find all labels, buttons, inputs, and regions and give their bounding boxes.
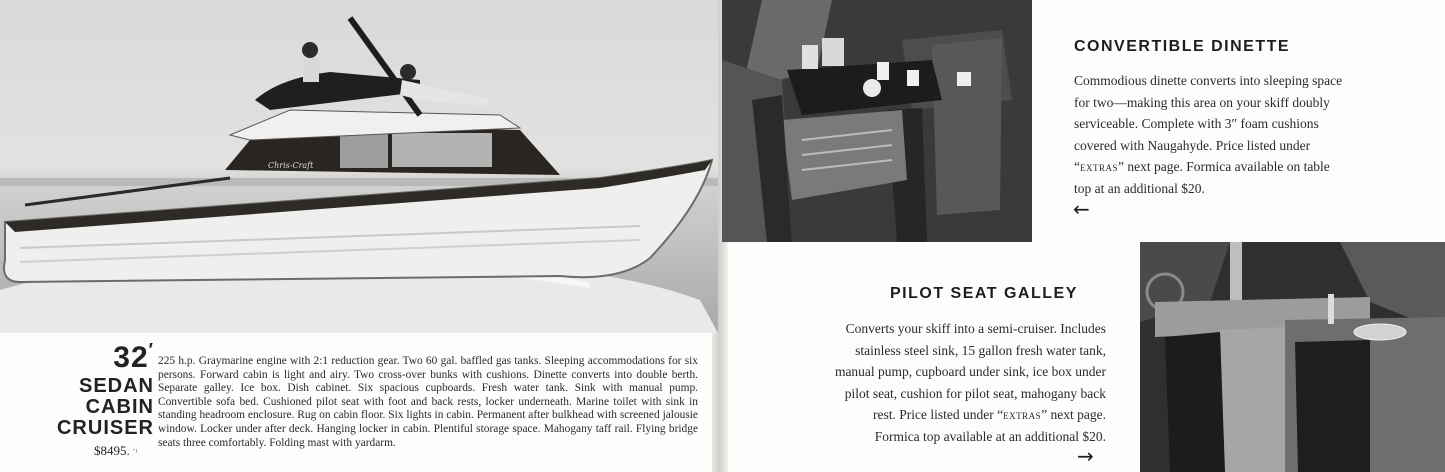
price <box>94 443 138 459</box>
arrow-right-icon: → <box>1077 444 1094 468</box>
dinette-extras: extras <box>1080 159 1119 174</box>
galley-sink <box>1354 324 1406 340</box>
galley-cupboard <box>1295 340 1370 472</box>
dinette-heading: CONVERTIBLE DINETTE <box>1074 38 1291 55</box>
model-number-value: 32 <box>113 341 149 374</box>
galley-text-1: Converts your skiff into a semi-cruiser. Includes stainless steel sink, 15 gallon fresh water tank, manual pump, cupboard under sink, ice box under pilot seat, cushion for pilot seat, mahogany back rest. Price listed under “ <box>834 321 1106 422</box>
arrow-left-icon: ← <box>1073 197 1090 221</box>
dinette-text-1: Commodious dinette converts into sleeping space for two—making this area on your skiff doubly serviceable. Complete with 3″ foam cushions covered with Naugahyde. Price listed under “ <box>1074 73 1343 174</box>
dinette-text-2: ” next page. Formica available on table top at an additional $20. <box>1074 159 1330 196</box>
dinette-photo <box>722 0 1032 242</box>
passenger-2 <box>400 64 416 80</box>
dinette-description <box>1074 70 1344 199</box>
boat-illustration <box>0 0 718 333</box>
model-name-line-1: SEDAN <box>78 375 154 397</box>
boat-photo <box>0 0 718 333</box>
model-name-line-3: CRUISER <box>56 417 154 439</box>
galley-heading: PILOT SEAT GALLEY <box>890 285 1078 302</box>
model-number-unit: ′ <box>148 340 154 360</box>
galley-description <box>828 318 1106 447</box>
passenger-1 <box>302 42 318 58</box>
galley-photo <box>1140 242 1445 472</box>
price-mark: ʹ¹ <box>133 447 138 457</box>
model-name-line-2: CABIN <box>85 396 154 418</box>
model-number <box>62 340 154 375</box>
galley-extras: extras <box>1003 407 1042 422</box>
model-name <box>10 376 154 440</box>
hull-lettering: Chris-Craft <box>268 161 314 170</box>
galley-text-2: ” next page. Formica top available at an additional $20. <box>874 407 1106 444</box>
spec-paragraph: 225 h.p. Graymarine engine with 2:1 reduction gear. Two 60 gal. baffled gas tanks. Sleeping accommodations for six persons. Forward cabin is light and airy. Two cross-over bunks with cushions. Dinette converts into double berth. Separate galley. Ice box. Dish cabinet. Six spacious cupboards. Fresh water tank. Sink with manual pump. Convertible sofa bed. Cushioned pilot seat with foot and back rests, locker underneath. Marine toilet with sink in standing headroom enclosure. Rug on cabin floor. Six lights in cabin. Permanent after bulkhead with screened jalousie window. Locker under after deck. Hanging locker in cabin. Plentiful storage space. Mahogany taff rail. Flying bridge seats three comfortably. Folding mast with yardarm. <box>158 355 698 449</box>
price-value: $8495. <box>94 443 130 458</box>
